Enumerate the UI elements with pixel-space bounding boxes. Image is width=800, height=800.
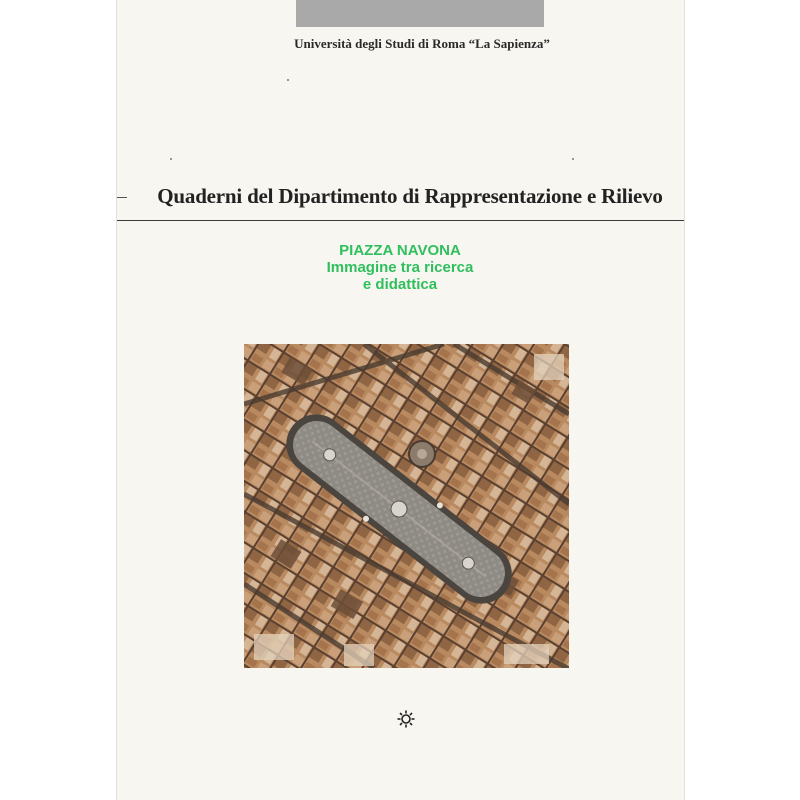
aerial-photo-graphic [244,344,569,668]
star-burst-icon [397,710,415,728]
subtitle-line-1: PIAZZA NAVONA [339,242,461,259]
subtitle-line-2: Immagine tra ricerca [326,259,474,276]
subtitle-line-3: e didattica [362,276,438,293]
cover-subtitle [300,242,500,293]
university-name: Università degli Studi di Roma “La Sapienza” [294,36,550,51]
title-rule [117,220,684,221]
paper-speck [287,79,289,81]
paper-speck [572,158,574,160]
aerial-photo [244,344,569,668]
top-grey-bar [296,0,544,27]
series-title: Quaderni del Dipartimento di Rappresentazione e Rilievo [157,184,663,208]
paper-speck [170,158,172,160]
margin-mark [117,197,127,198]
